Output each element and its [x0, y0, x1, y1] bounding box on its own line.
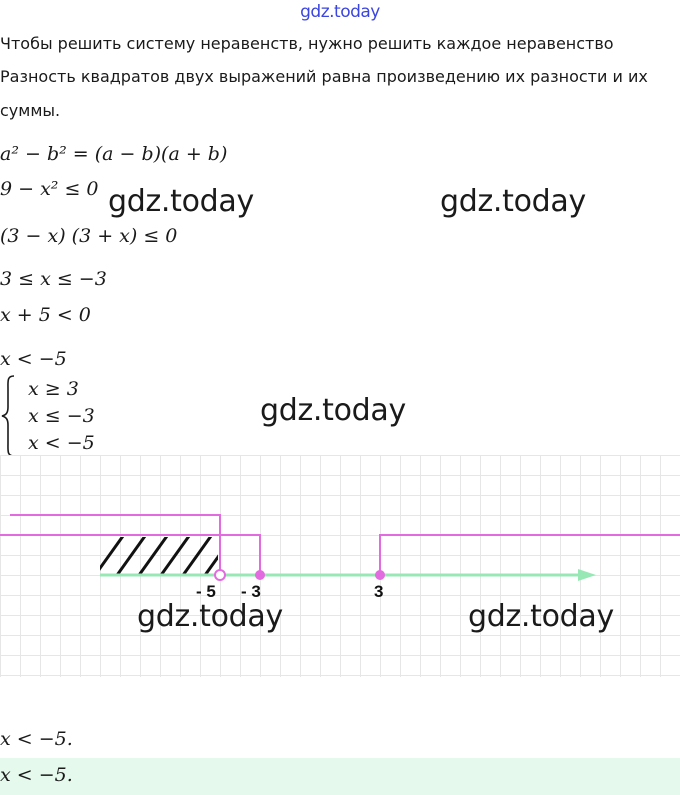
closed-point-3 — [375, 570, 385, 580]
tick-label-minus-3: - 3 — [241, 582, 261, 601]
intro-line-2: Разность квадратов двух выражений равна произведению их разности и их — [0, 67, 648, 86]
watermark: gdz.today — [108, 184, 254, 219]
intro-line-1: Чтобы решить систему неравенств, нужно решить каждое неравенство — [0, 34, 614, 53]
inequality-system — [0, 375, 140, 457]
tick-label-3: 3 — [374, 582, 384, 601]
system-row: x ≥ 3 — [28, 378, 79, 400]
inequality-step-4: x + 5 < 0 — [0, 304, 91, 326]
inequality-step-1: 9 − x² ≤ 0 — [0, 178, 99, 200]
closed-point-minus-3 — [255, 570, 265, 580]
watermark: gdz.today — [260, 393, 406, 428]
watermark: gdz.today — [137, 599, 283, 634]
watermark-top: gdz.today — [300, 2, 380, 22]
inequality-step-2: (3 − x) (3 + x) ≤ 0 — [0, 225, 178, 247]
inequality-step-5: x < −5 — [0, 348, 67, 370]
system-row: x ≤ −3 — [28, 405, 95, 427]
inequality-step-3: 3 ≤ x ≤ −3 — [0, 268, 107, 290]
intro-line-3: суммы. — [0, 101, 61, 120]
open-point-minus-5 — [215, 570, 225, 580]
system-brace-icon — [0, 375, 16, 457]
identity-formula: a² − b² = (a − b)(a + b) — [0, 143, 228, 165]
watermark: gdz.today — [440, 184, 586, 219]
axis-arrow-icon — [578, 569, 596, 581]
answer-highlight — [0, 758, 680, 795]
system-row: x < −5 — [28, 432, 95, 454]
number-line-diagram — [0, 455, 680, 677]
tick-label-minus-5: - 5 — [196, 582, 216, 601]
watermark: gdz.today — [468, 599, 614, 634]
answer-highlight-text: x < −5. — [0, 764, 73, 786]
answer-text: x < −5. — [0, 728, 73, 750]
bound-line-at-least-3 — [380, 535, 680, 575]
